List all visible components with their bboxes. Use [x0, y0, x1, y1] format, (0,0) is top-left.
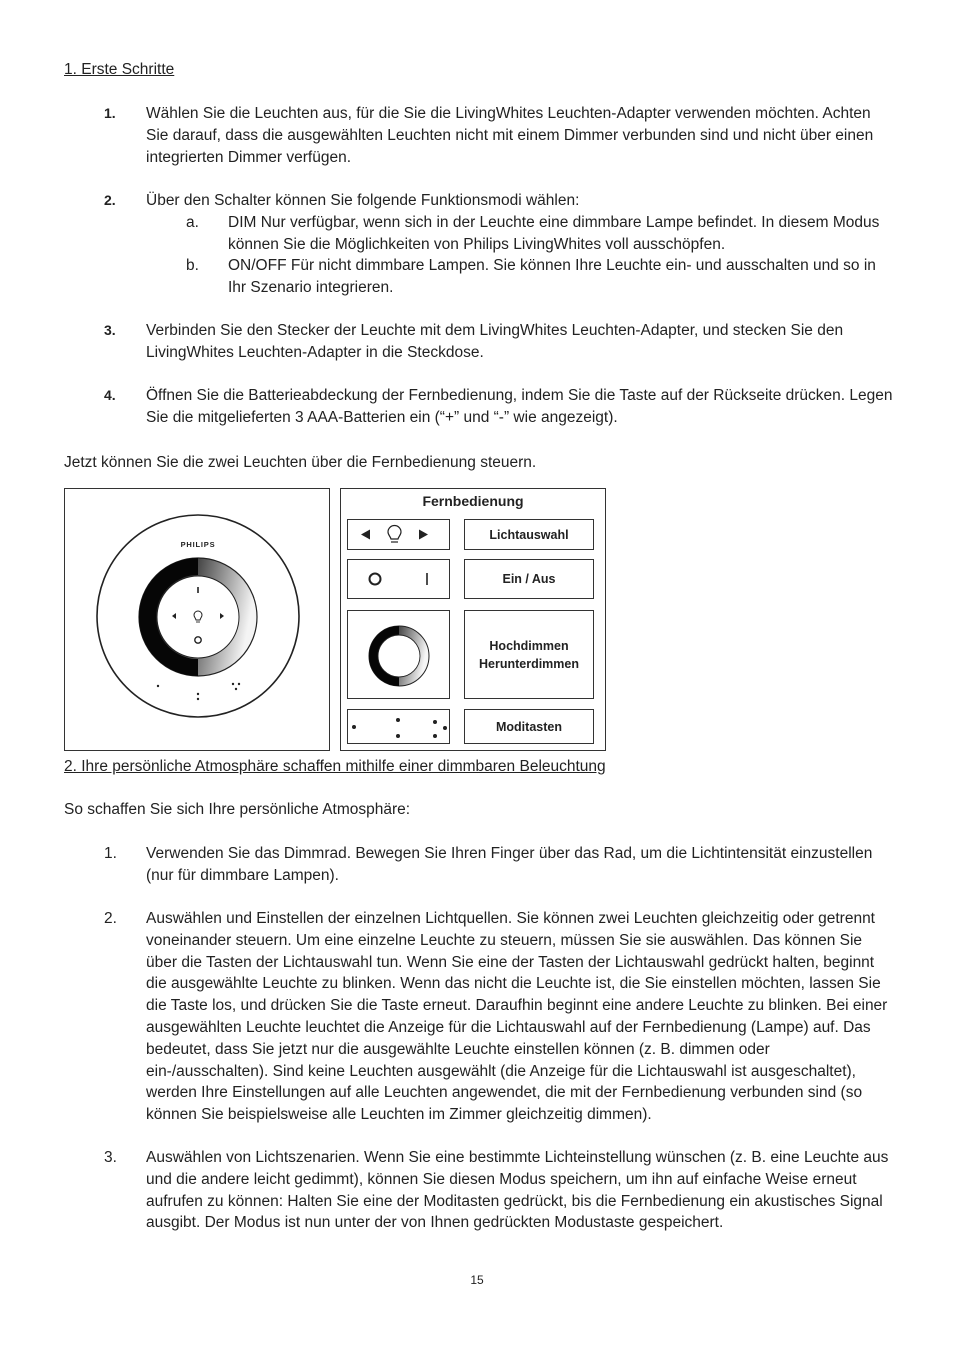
remote-control-drawing	[65, 489, 329, 750]
dimming-label	[464, 610, 594, 699]
page-number: 15	[470, 1273, 484, 1287]
step-text: Verwenden Sie das Dimmrad. Bewegen Sie Ihren Finger über das Rad, um die Lichtintensität einzustellen (nur für dimmbare Lampen).	[146, 845, 873, 884]
step-number: 1.	[104, 845, 117, 862]
substep-text: ON/OFF Für nicht dimmbare Lampen. Sie können Ihre Leuchte ein- und ausschalten und so in Ihr Szenario integrieren.	[228, 257, 876, 297]
section2-step-2	[64, 908, 894, 1126]
on-off-label: Ein / Aus	[464, 559, 594, 599]
step-text: Öffnen Sie die Batterieabdeckung der Fernbedienung, indem Sie die Taste auf der Rückseite drücken. Legen Sie die mitgelieferten 3 AAA-Batterien ein (“+” und “-” wie angezeigt).	[146, 387, 893, 426]
arrow-right-icon	[419, 530, 428, 540]
mode-keys-label: Moditasten	[464, 709, 594, 744]
dim-down-label: Herunterdimmen	[478, 656, 580, 671]
step-number: 3.	[104, 1149, 117, 1166]
remote-legend	[340, 488, 606, 751]
bulb-icon	[388, 526, 401, 543]
section1-step-1	[64, 103, 894, 168]
section1-step-3	[64, 320, 894, 364]
substep-b	[146, 255, 894, 299]
step-number: 2.	[104, 910, 117, 927]
dimmer-wheel-icon	[348, 611, 449, 698]
step-text: Auswählen und Einstellen der einzelnen Lichtquellen. Sie können zwei Leuchten gleichzeitig oder getrennt voneinander steuern. Um eine einzelne Leuchte zu steuern, müssen Sie sie auswählen. Das können Sie über die Tasten der Lichtauswahl tun. Wenn Sie eine der Tasten der Lichtauswahl gedrückt halten, beginnt die ausgewählte Leuchte zu blinken. Wenn das nicht die Leuchte ist, die Sie einstellen möchten, lassen Sie die Taste los, und drücken Sie die Taste erneut. Daraufhin beginnt eine andere Leuchte zu blinken. Bei einer ausgewählten Leuchte leuchtet die Anzeige für die Lichtauswahl auf der Fernbedienung (Lampe) auf. Das bedeutet, dass Sie jetzt nur die ausgewählte Leuchte einstellen können (z. B. dimmen oder ein-/ausschalten). Sind keine Leuchten ausgewählt (die Anzeige für die Lichtauswahl ist ausgeschaltet), werden Ihre Einstellungen auf alle Leuchten angewendet, die mit der Fernbedienung verbunden sind (so können Sie beispielsweise alle Leuchten im Zimmer gleichzeitig dimmen).	[146, 910, 888, 1124]
on-off-icon-cell	[347, 559, 450, 599]
off-icon	[370, 574, 381, 585]
mode-dot-icon	[433, 720, 437, 724]
section1-step-2	[64, 190, 894, 299]
philips-logo: PHILIPS	[180, 540, 216, 549]
mode-dot-icon	[396, 718, 400, 722]
substep-text: DIM Nur verfügbar, wenn sich in der Leuchte eine dimmbare Lampe befindet. In diesem Modus können Sie die Möglichkeiten von Philips LivingWhites voll ausschöpfen.	[228, 213, 880, 253]
mode-dot-icon	[352, 725, 356, 729]
light-selection-label: Lichtauswahl	[464, 519, 594, 550]
light-selection-icon-cell	[347, 519, 450, 550]
step-number: 2.	[104, 192, 116, 208]
section1-closing: Jetzt können Sie die zwei Leuchten über die Fernbedienung steuern.	[64, 454, 537, 471]
mode-keys-icon-cell	[347, 709, 450, 744]
step-number: 4.	[104, 387, 116, 403]
section2-step-1	[64, 843, 894, 887]
section2-heading: 2. Ihre persönliche Atmosphäre schaffen mithilfe einer dimmbaren Beleuchtung	[64, 758, 606, 775]
step-text: Wählen Sie die Leuchten aus, für die Sie die LivingWhites Leuchten-Adapter verwenden möchten. Achten Sie darauf, dass die ausgewählten Leuchten nicht mit einem Dimmer verbunden sind und nicht über einen integrierten Dimmer verfügen.	[146, 105, 874, 166]
arrow-left-icon	[361, 530, 370, 540]
substep-label: b.	[186, 257, 199, 275]
substep-a	[146, 212, 894, 256]
dimmer-icon-cell	[347, 610, 450, 699]
step-number: 3.	[104, 322, 116, 338]
step-number: 1.	[104, 105, 116, 121]
section1-step-4	[64, 385, 894, 429]
mode-dot-icon	[157, 685, 159, 687]
section1-heading: 1. Erste Schritte	[64, 61, 175, 78]
step-text: Auswählen von Lichtszenarien. Wenn Sie eine bestimmte Lichteinstellung wünschen (z. B. eine Leuchte aus und die andere leicht gedimmt), können Sie diesen Modus speichern, um ihn auf einfache Weise erneut aufrufen zu können: Halten Sie eine der Moditasten gedrückt, bis die Fernbedienung ein akustisches Signal ausgibt. Der Modus ist nun unter der von Ihnen gedrückten Modustaste gespeichert.	[146, 1149, 889, 1232]
section2-intro: So schaffen Sie sich Ihre persönliche Atmosphäre:	[64, 801, 411, 818]
mode-dot-icon	[232, 683, 234, 685]
step-text: Über den Schalter können Sie folgende Funktionsmodi wählen:	[146, 192, 580, 209]
section2-step-3	[64, 1147, 894, 1234]
mode-dot-icon	[197, 693, 199, 695]
remote-legend-title: Fernbedienung	[422, 493, 524, 509]
substep-label: a.	[186, 213, 199, 231]
dim-up-label: Hochdimmen	[489, 638, 569, 653]
remote-illustration	[64, 488, 330, 751]
step-text: Verbinden Sie den Stecker der Leuchte mit dem LivingWhites Leuchten-Adapter, und stecken Sie den LivingWhites Leuchten-Adapter in die Steckdose.	[146, 322, 844, 361]
